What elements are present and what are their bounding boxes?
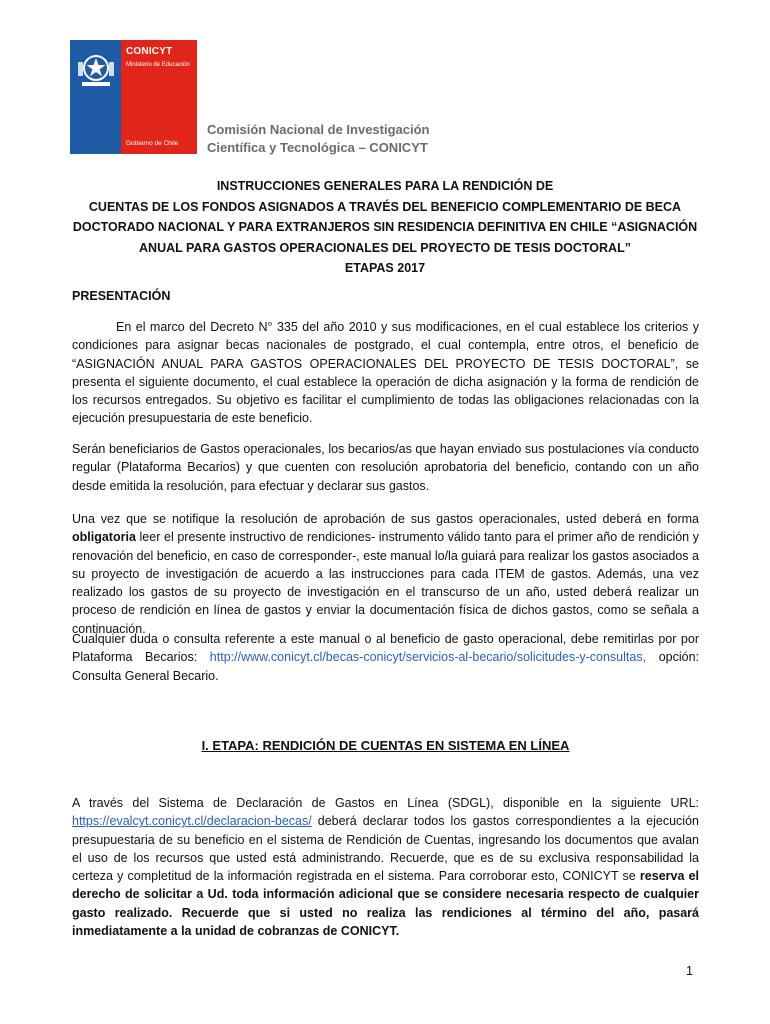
conicyt-logo: [70, 40, 197, 154]
paragraph-4-text-b: opción: Consulta General Becario.: [72, 650, 700, 683]
title-line-4: ANUAL PARA GASTOS OPERACIONALES DEL PROYECTO DE TESIS DOCTORAL”: [139, 240, 631, 255]
institution-line-1: Comisión Nacional de Investigación: [207, 122, 430, 137]
presentacion-paragraph-1: [72, 318, 699, 428]
presentacion-heading: PRESENTACIÓN: [72, 289, 171, 303]
paragraph-4-text-a: Cualquier duda o consulta referente a este manual o al beneficio de gasto operacional, debe remitirlas por por Plataforma Becarios:: [72, 632, 699, 665]
consultas-link[interactable]: http://www.conicyt.cl/becas-conicyt/servicios-al-becario/solicitudes-y-consultas,: [209, 650, 647, 665]
logo-blue-panel: [70, 40, 121, 154]
document-title: [60, 176, 710, 279]
logo-red-panel: [121, 40, 197, 154]
etapa-1-text-a: A través del Sistema de Declaración de Gastos en Línea (SDGL), disponible en la siguiente URL:: [72, 796, 699, 810]
chile-coat-of-arms-icon: [76, 48, 116, 92]
presentacion-paragraph-4: [72, 630, 699, 685]
etapa-1-text-b: deberá declarar todos los gastos correspondientes a la ejecución presupuestaria de su beneficio en el sistema de Rendición de Cuentas, ingresando los documentos que avalan el uso de los recursos que usted está administrando. Recuerde, que es de su exclusiva responsabilidad la certeza y completitud de la información registrada en el sistema. Para corroborar esto, CONICYT se: [72, 814, 699, 884]
page-number: 1: [686, 964, 693, 978]
etapa-1-heading: I. ETAPA: RENDICIÓN DE CUENTAS EN SISTEMA EN LÍNEA: [201, 738, 570, 753]
presentacion-paragraph-2: Serán beneficiarios de Gastos operacionales, los becarios/as que hayan enviado sus postulaciones vía conducto regular (Plataforma Becarios) y que cuenten con resolución aprobatoria del beneficio, contando con un año desde emitida la resolución, para efectuar y declarar sus gastos.: [72, 442, 699, 493]
logo-government: Gobierno de Chile: [126, 140, 179, 147]
institution-name: [207, 121, 430, 157]
declaracion-becas-link[interactable]: https://evalcyt.conicyt.cl/declaracion-becas/: [72, 814, 312, 829]
presentacion-paragraph-3: [72, 510, 699, 638]
paragraph-3-text-a: Una vez que se notifique la resolución de aprobación de sus gastos operacionales, usted deberá en forma: [72, 512, 699, 526]
obligatoria-emphasis: obligatoria: [72, 530, 136, 545]
title-line-1: INSTRUCCIONES GENERALES PARA LA RENDICIÓN DE: [216, 179, 554, 193]
institution-line-2: Científica y Tecnológica – CONICYT: [207, 140, 428, 155]
etapa-1-paragraph: [72, 794, 699, 940]
title-line-3: DOCTORADO NACIONAL Y PARA EXTRANJEROS SIN RESIDENCIA DEFINITIVA EN CHILE “ASIGNACIÓN: [72, 220, 698, 234]
title-line-2: CUENTAS DE LOS FONDOS ASIGNADOS A TRAVÉS DEL BENEFICIO COMPLEMENTARIO DE BECA: [88, 199, 682, 214]
paragraph-1-text: En el marco del Decreto N° 335 del año 2010 y sus modificaciones, en el cual establece los criterios y condiciones para asignar becas nacionales de postgrado, el cual contempla, entre otros, el beneficio de “ASIGNACIÓN ANUAL PARA GASTOS OPERACIONALES DEL PROYECTO DE TESIS DOCTORAL”, se presenta el siguiente documento, el cual establece la operación de dicha asignación y la forma de rendición de los recursos entregados. Su objetivo es facilitar el cumplimiento de todas las obligaciones relacionadas con la ejecución presupuestaria de este beneficio.: [72, 320, 699, 426]
title-line-5: ETAPAS 2017: [344, 261, 426, 275]
logo-name: CONICYT: [126, 46, 173, 57]
etapa-1-bold-notice: reserva el derecho de solicitar a Ud. toda información adicional que se considere necesaria respecto de cualquier gasto realizado. Recuerde que si usted no realiza las rendiciones al término del año, pasará inmediatamente a la unidad de cobranzas de CONICYT.: [72, 869, 699, 939]
logo-ministry: Ministerio de Educación: [126, 62, 190, 68]
paragraph-3-text-b: leer el presente instructivo de rendiciones- instrumento válido tanto para el primer año de rendición y renovación del beneficio, en caso de corresponder-, este manual lo/la guiará para realizar los gastos asociados a su proyecto de investigación de acuerdo a las instrucciones para cada ITEM de gastos. Además, una vez realizado los gastos de su proyecto de investigación en el transcurso de un año, usted deberá realizar un proceso de rendición en línea de gastos y enviar la documentación física de dichos gastos, como se señala a continuación.: [72, 530, 699, 636]
